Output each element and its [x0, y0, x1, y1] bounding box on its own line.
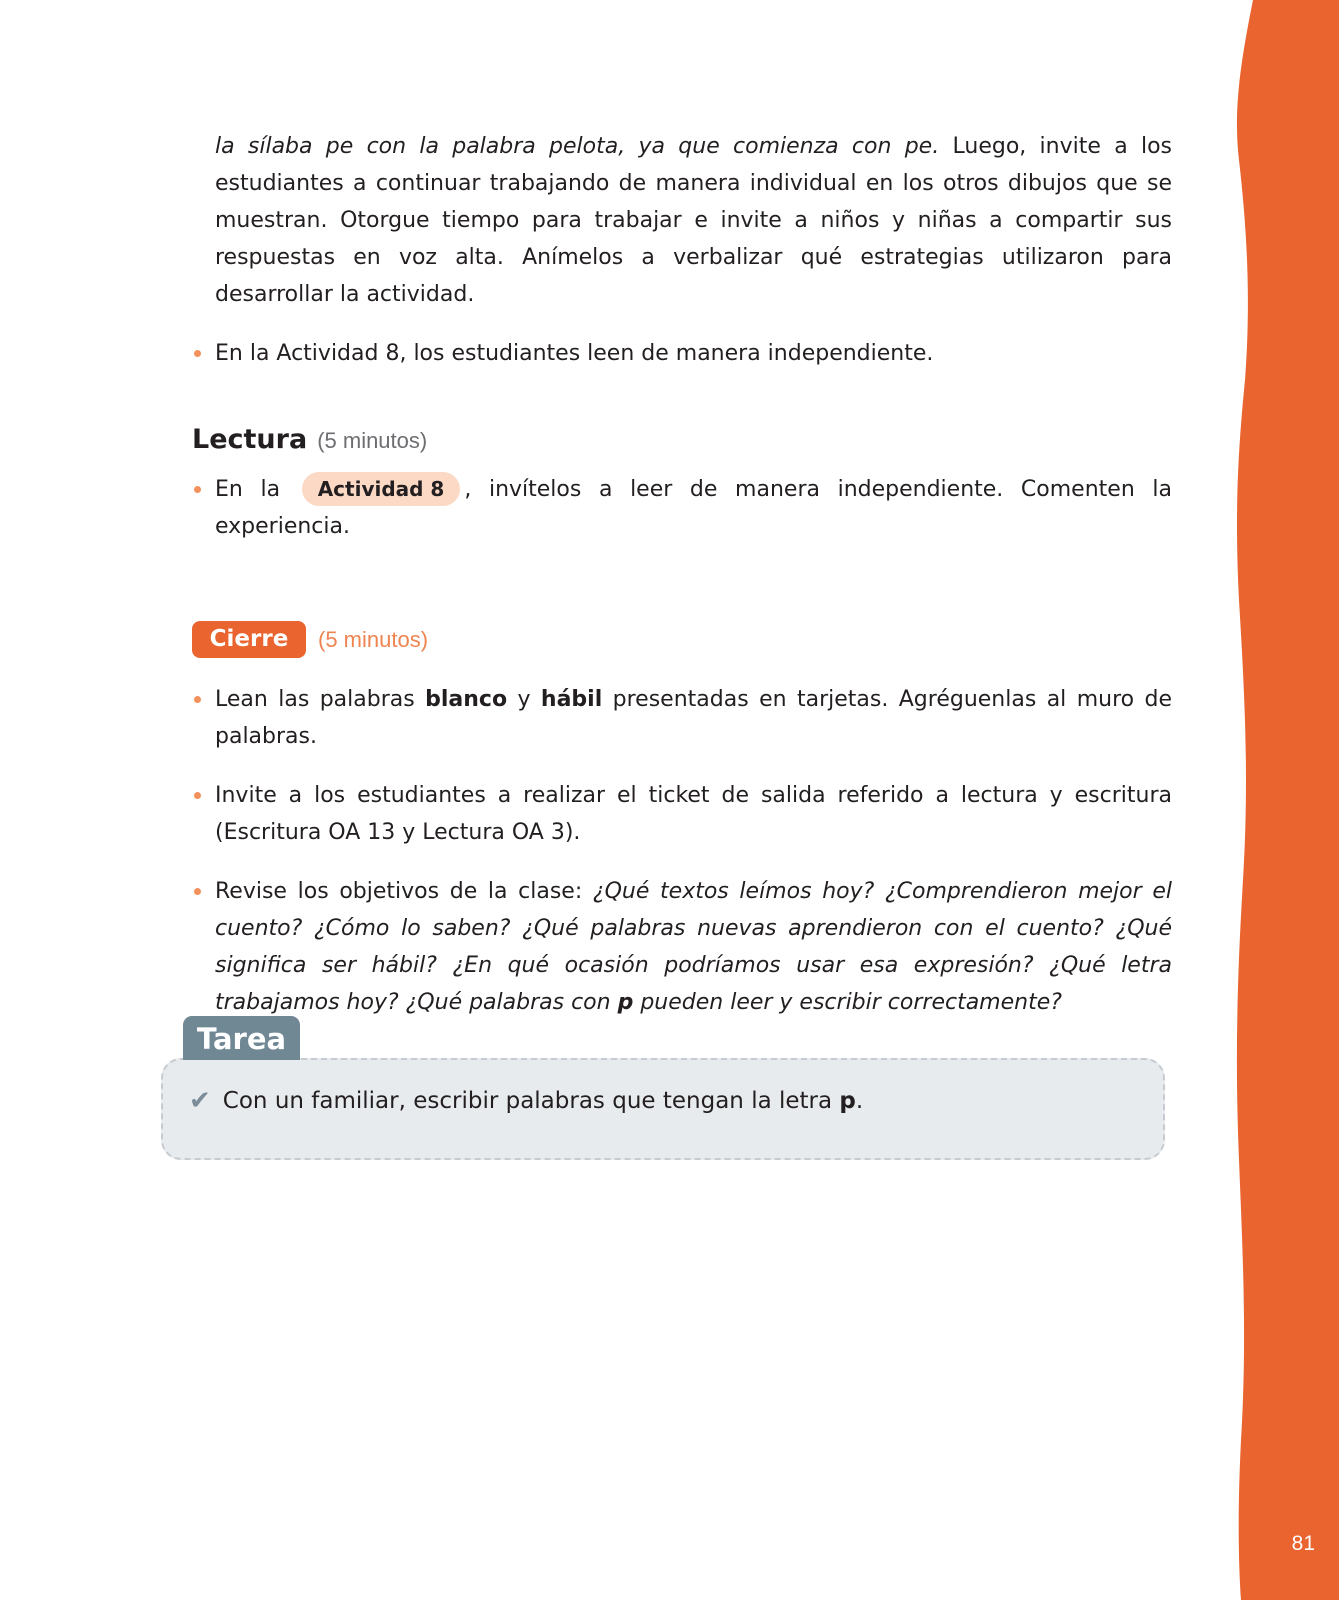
cierre-3-regular: Revise los objetivos de la clase:	[215, 879, 593, 904]
tarea-bold-p: p	[839, 1088, 856, 1114]
tarea-item	[189, 1086, 863, 1116]
tarea-text-main: Con un familiar, escribir palabras que tengan la letra	[222, 1088, 840, 1114]
bullet-cierre-1	[192, 681, 1172, 755]
main-content	[192, 128, 1172, 1021]
checkmark-icon: ✔	[189, 1086, 211, 1116]
cierre-3-italic-a: ¿Qué textos leímos hoy? ¿Comprendieron mejor el cuento? ¿Cómo lo saben? ¿Qué palabras nuevas aprendieron con el cuento? ¿Qué significa ser hábil? ¿En qué ocasión podríamos usar esa expresión? ¿Qué letra trabajamos hoy? ¿Qué palabras con	[215, 879, 1172, 1015]
cierre-1-text-c: presentadas en tarjetas. Agréguenlas al muro de palabras.	[215, 687, 1173, 749]
cierre-3-italic-b: pueden leer y escribir correctamente?	[633, 990, 1062, 1015]
bullet-activity8-text: En la Actividad 8, los estudiantes leen de manera independiente.	[215, 341, 934, 366]
bullet-dot-icon	[194, 696, 201, 703]
lectura-before: En la	[215, 477, 281, 502]
tarea-tab: Tarea	[183, 1016, 300, 1060]
lectura-title: Lectura	[192, 424, 308, 455]
lectura-minutes: (5 minutos)	[317, 428, 428, 453]
intro-paragraph	[192, 128, 1172, 313]
word-blanco: blanco	[425, 687, 508, 712]
intro-regular: Luego, invite a los estudiantes a continuar trabajando de manera individual en los otros dibujos que se muestran. Otorgue tiempo para trabajar e invite a niños y niñas a compartir sus respuestas en voz alta. Anímelos a verbalizar qué estrategias utilizaron para desarrollar la actividad.	[215, 134, 1172, 307]
cierre-2-text: Invite a los estudiantes a realizar el ticket de salida referido a lectura y escritura (Escritura OA 13 y Lectura OA 3).	[215, 783, 1172, 845]
bullet-activity8	[192, 335, 1172, 372]
bullet-dot-icon	[194, 888, 201, 895]
tarea-text	[223, 1088, 863, 1114]
cierre-heading	[192, 621, 1172, 658]
bullet-dot-icon	[194, 350, 201, 357]
intro-italic: la sílaba pe con la palabra pelota, ya que comienza con pe.	[215, 134, 940, 159]
tarea-end: .	[855, 1088, 864, 1114]
actividad-8-pill: Actividad 8	[302, 472, 461, 506]
bullet-cierre-3	[192, 873, 1172, 1021]
page-number: 81	[1291, 1532, 1315, 1555]
bullet-dot-icon	[194, 792, 201, 799]
cierre-badge: Cierre	[192, 621, 306, 658]
bullet-lectura	[192, 471, 1172, 545]
lectura-heading	[192, 424, 1172, 455]
word-habil: hábil	[540, 687, 603, 712]
orange-side-band	[1227, 0, 1339, 1600]
cierre-minutes: (5 minutos)	[318, 626, 429, 652]
cierre-1-text-a: Lean las palabras	[215, 687, 426, 712]
cierre-1-text-b: y	[507, 687, 541, 712]
bullet-dot-icon	[194, 486, 201, 493]
bullet-cierre-2	[192, 777, 1172, 851]
cierre-3-bold-p: p	[617, 990, 634, 1015]
tarea-box	[161, 1058, 1165, 1160]
lectura-after: , invítelos a leer de manera independiente. Comenten la experiencia.	[215, 477, 1172, 539]
